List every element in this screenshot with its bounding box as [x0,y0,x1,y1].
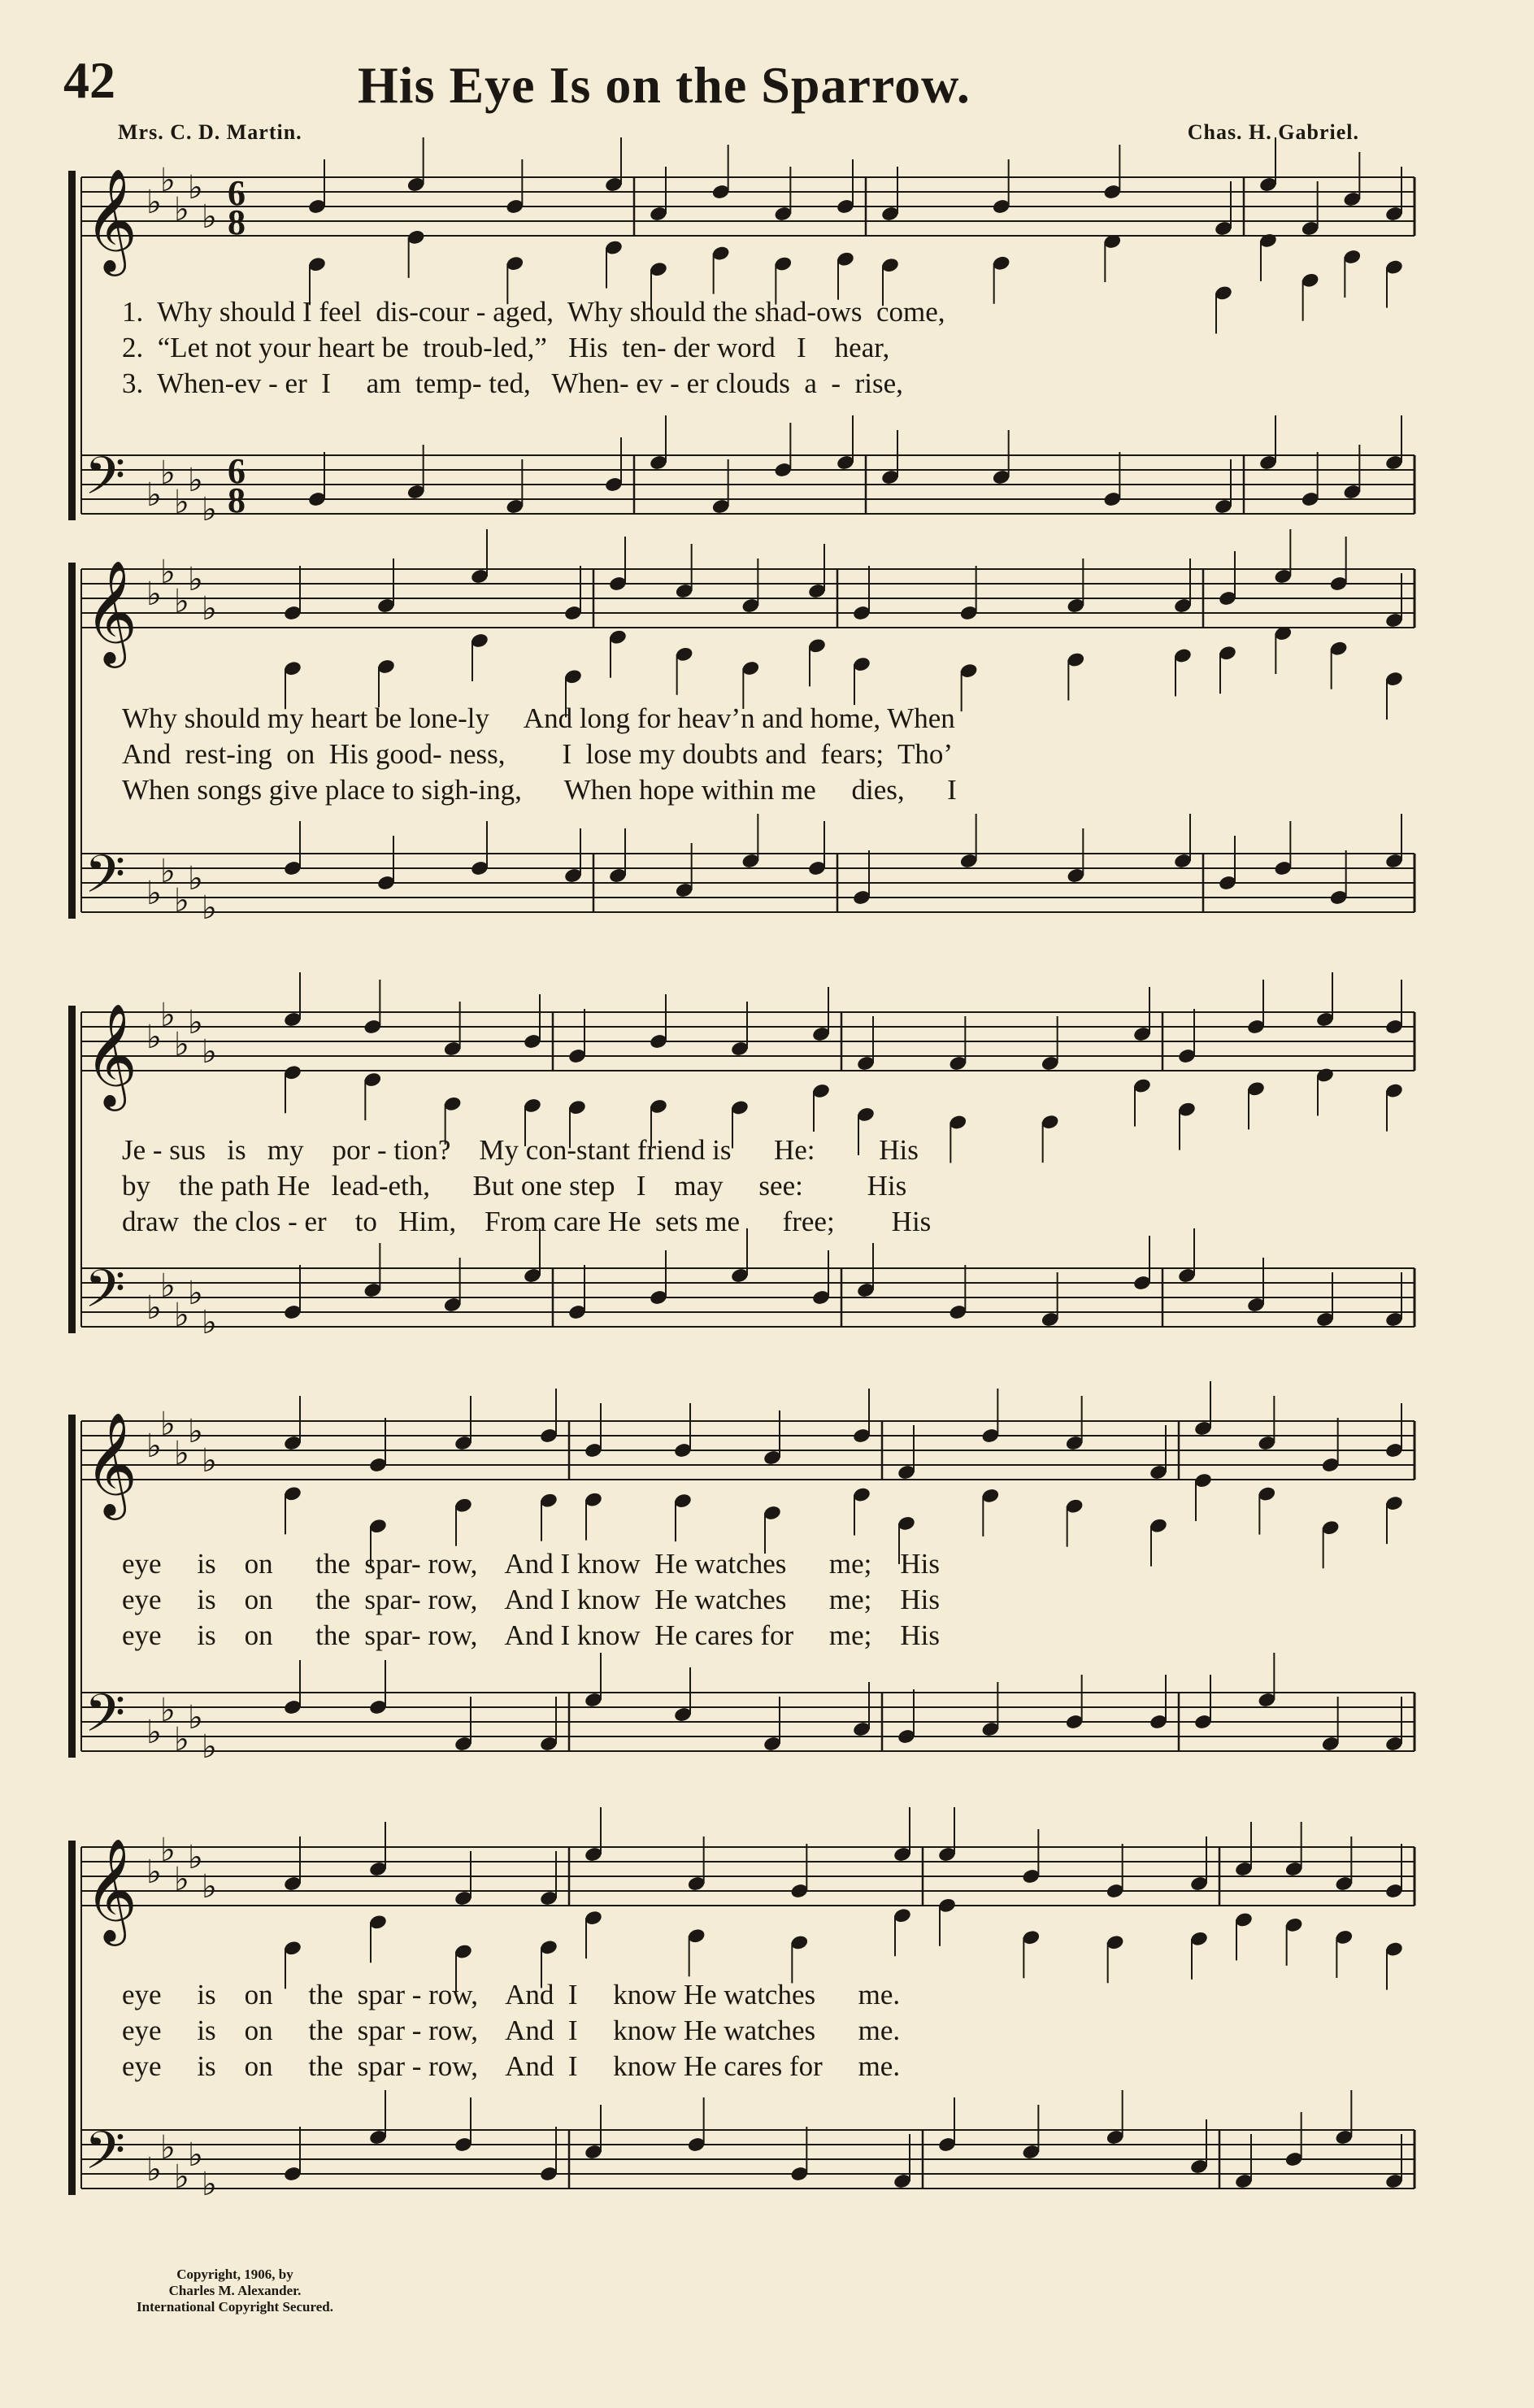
flat-icon: ♭ [174,2158,189,2196]
flat-icon: ♭ [202,1442,217,1480]
flat-icon: ♭ [146,1854,162,1891]
time-signature-upper: 6 [228,451,246,491]
flat-icon: ♭ [202,1304,217,1341]
flat-icon: ♭ [160,2129,176,2167]
flat-icon: ♭ [202,1728,217,1766]
lyric-line: draw the clos - er to Him, From care He sets me free; His [122,1206,932,1237]
flat-icon: ♭ [146,184,162,221]
flat-icon: ♭ [174,1435,189,1472]
bass-clef-icon: 𝄢 [85,1684,126,1757]
flat-icon: ♭ [174,583,189,620]
flat-icon: ♭ [160,454,176,492]
lyric-line: 1. Why should I feel dis-cour - aged, Why should the shad-ows come, [122,296,945,328]
flat-icon: ♭ [146,1714,162,1751]
flat-icon: ♭ [160,162,176,199]
lyric-line: 2. “Let not your heart be troub-led,” His ten- der word I hear, [122,332,890,363]
flat-icon: ♭ [188,1004,203,1041]
bass-staff [81,2090,1414,2203]
time-signature-upper: 6 [228,173,246,213]
flat-icon: ♭ [202,889,217,927]
flat-icon: ♭ [160,1692,176,1729]
lyric-line: And rest-ing on His good- ness, I lose my doubts and fears; Tho’ [122,738,954,770]
flat-icon: ♭ [146,1428,162,1465]
treble-clef-icon: 𝄞 [85,1411,138,1515]
flat-icon: ♭ [174,882,189,919]
lyric-line: eye is on the spar- row, And I know He cares for me; His [122,1619,940,1651]
flat-icon: ♭ [188,1275,203,1312]
flat-icon: ♭ [202,1033,217,1071]
flat-icon: ♭ [188,1699,203,1736]
lyric-line: Why should my heart be lone-ly And long for heav’n and home, When [122,702,955,734]
flat-icon: ♭ [188,561,203,598]
flat-icon: ♭ [174,484,189,521]
page-number: 42 [63,51,115,109]
bass-clef-icon: 𝄢 [85,1259,126,1332]
flat-icon: ♭ [160,997,176,1034]
copyright-line: Copyright, 1906, by [176,2267,293,2282]
lyric-line: 3. When-ev - er I am temp- ted, When- ev - er clouds a - rise, [122,367,903,399]
bass-clef-icon: 𝄢 [85,446,126,519]
time-signature-lower: 8 [228,202,246,242]
hymn-title: His Eye Is on the Sparrow. [358,56,971,114]
flat-icon: ♭ [188,2136,203,2174]
treble-clef-icon: 𝄞 [85,559,138,663]
treble-clef-icon: 𝄞 [85,1837,138,1941]
flat-icon: ♭ [202,491,217,528]
flat-icon: ♭ [146,1289,162,1327]
lyric-line: Je - sus is my por - tion? My con-stant friend is He: His [122,1134,919,1166]
treble-clef-icon: 𝄞 [85,167,138,272]
copyright-notice [137,2267,333,2315]
treble-staff [81,1807,1414,1993]
flat-icon: ♭ [188,1413,203,1450]
flat-icon: ♭ [160,1832,176,1869]
bass-clef-icon: 𝄢 [85,2121,126,2194]
flat-icon: ♭ [146,476,162,514]
copyright-line: International Copyright Secured. [137,2299,333,2315]
lyric-line: eye is on the spar - row, And I know He watches me. [122,2015,901,2046]
composer-credit: Chas. H. Gabriel. [1187,120,1359,144]
lyric-line: eye is on the spar- row, And I know He watches me; His [122,1584,941,1615]
lyric-line: When songs give place to sigh-ing, When hope within me dies, I [122,774,957,806]
flat-icon: ♭ [146,2151,162,2188]
flat-icon: ♭ [188,169,203,206]
copyright-line: Charles M. Alexander. [168,2283,302,2298]
flat-icon: ♭ [160,554,176,591]
lyric-line: eye is on the spar- row, And I know He watches me; His [122,1548,941,1580]
bass-clef-icon: 𝄢 [85,845,126,918]
flat-icon: ♭ [202,590,217,628]
flat-icon: ♭ [160,1406,176,1443]
lyric-line: eye is on the spar - row, And I know He cares for me. [122,2050,901,2082]
flat-icon: ♭ [146,576,162,613]
flat-icon: ♭ [202,1868,217,1906]
flat-icon: ♭ [188,462,203,499]
flat-icon: ♭ [174,1721,189,1758]
flat-icon: ♭ [202,198,217,236]
flat-icon: ♭ [174,1861,189,1898]
time-signature-lower: 8 [228,480,246,520]
lyricist-credit: Mrs. C. D. Martin. [118,120,302,144]
flat-icon: ♭ [188,860,203,898]
flat-icon: ♭ [146,1019,162,1056]
flat-icon: ♭ [146,875,162,912]
flat-icon: ♭ [174,191,189,228]
flat-icon: ♭ [188,1839,203,1876]
flat-icon: ♭ [174,1026,189,1063]
flat-icon: ♭ [174,1297,189,1334]
lyric-line: by the path He lead-eth, But one step I may see: His [122,1170,907,1202]
flat-icon: ♭ [202,2166,217,2203]
system-bracket [68,1841,76,2195]
lyric-line: eye is on the spar - row, And I know He watches me. [122,1979,901,2010]
flat-icon: ♭ [160,853,176,890]
flat-icon: ♭ [160,1267,176,1305]
treble-clef-icon: 𝄞 [85,1002,138,1106]
